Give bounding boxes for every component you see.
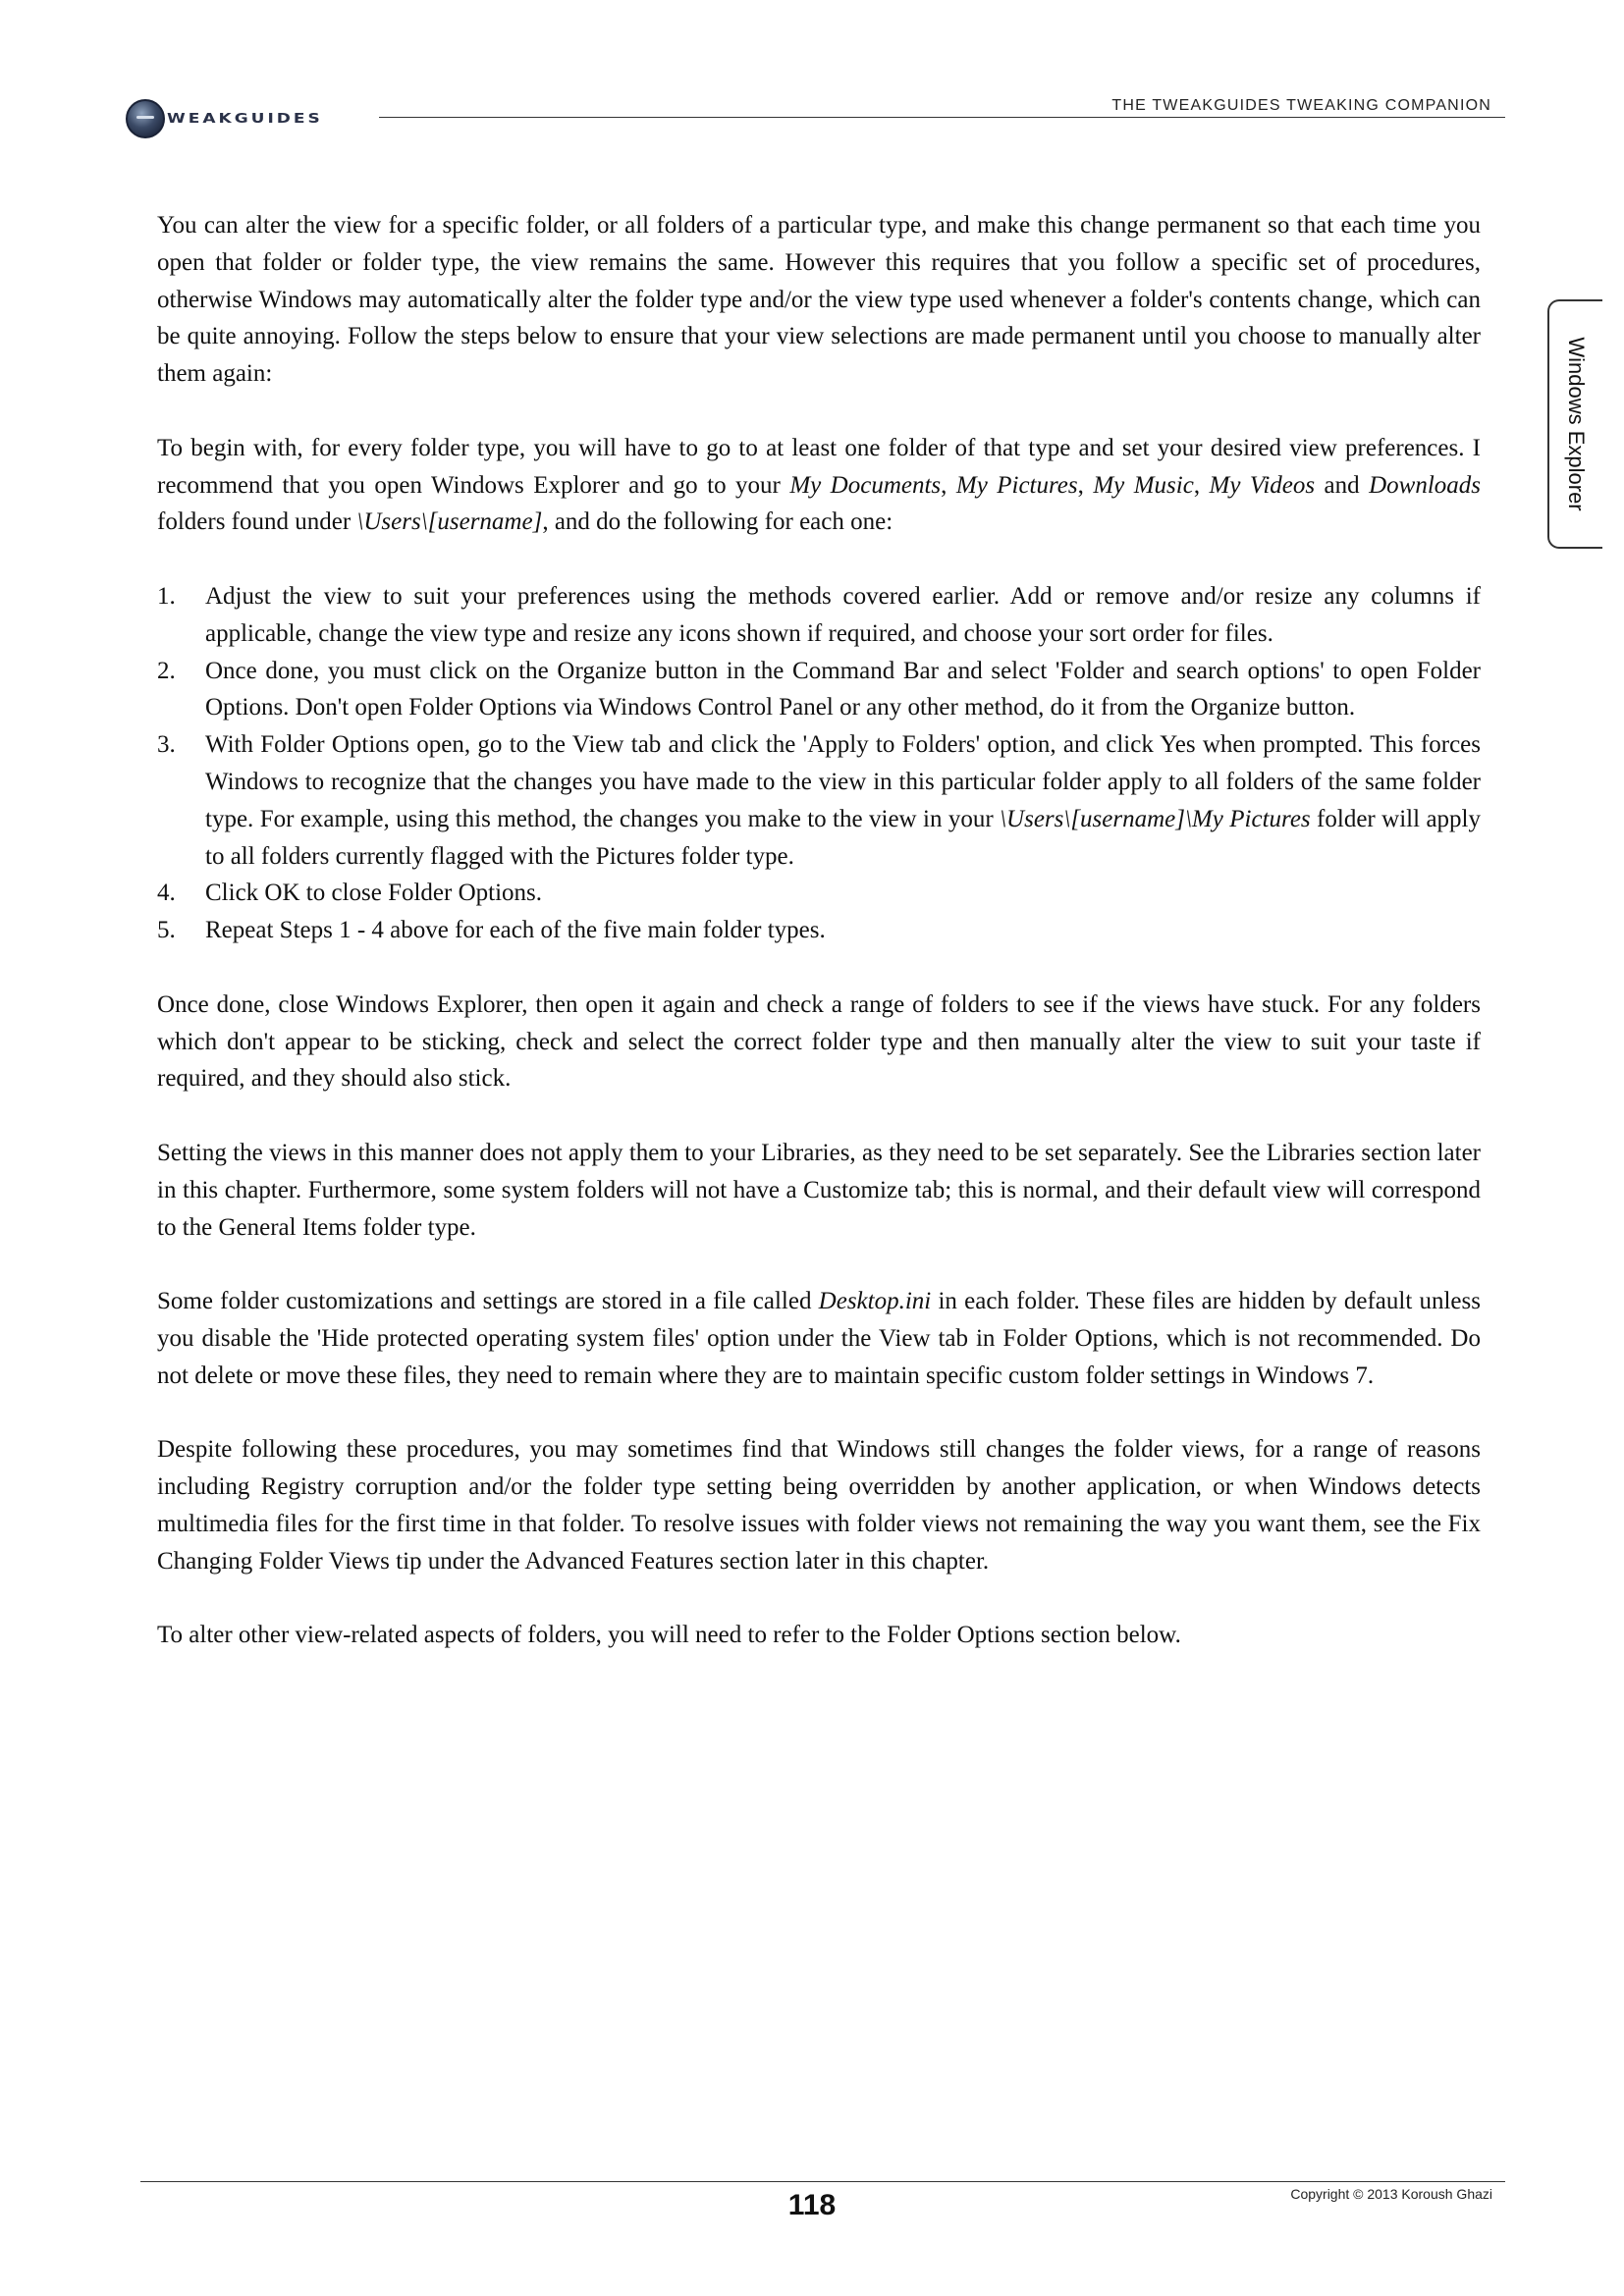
list-item-text: Adjust the view to suit your preferences using the methods covered earlier. Add or remove and/or resize any columns if applicable, change the view type and resize any icons shown if required, and choose your sort order for files. [205,582,1481,647]
footer-divider [140,2181,1505,2182]
chapter-tab-label: Windows Explorer [1564,337,1589,511]
text-run: in each folder. These files are hidden by default unless you disable the 'Hide protected operating system files' option under the View tab in Folder Options, which is not recommended. Do not delete or move these files, they need to remain where they are to maintain specific custom folder settings in Windows 7. [157,1288,1481,1389]
list-item [157,912,1481,949]
list-item-text [205,731,1481,869]
italic-run: My Music [1093,471,1194,499]
paragraph-libraries: Setting the views in this manner does not apply them to your Libraries, as they need to be set separately. See the Libraries section later in this chapter. Furthermore, some system folders will not have a Customize tab; this is normal, and their default view will correspond to the General Items folder type. [157,1139,1481,1241]
list-item-number: 4. [157,880,176,907]
steps-list [157,578,1481,949]
list-item [157,653,1481,727]
list-item [157,726,1481,875]
italic-run: My Videos [1209,471,1316,499]
page-header [126,94,1505,143]
italic-run: My Pictures [955,471,1078,499]
logo-globe-icon [126,99,165,138]
paragraph-desktop-ini [157,1283,1481,1394]
running-header-title: THE TWEAKGUIDES TWEAKING COMPANION [1111,97,1491,114]
list-item-number: 1. [157,582,176,610]
chapter-side-tab [1547,299,1602,549]
paragraph-folder-options-ref: To alter other view-related aspects of folders, you will need to refer to the Folder Options section below. [157,1622,1181,1649]
paragraph-folder-types [157,430,1481,541]
header-divider [379,117,1505,118]
list-item-number: 3. [157,731,176,759]
text-run: With Folder Options open, go to the View tab and click the 'Apply to Folders' option, and click Yes when prompted. This forces Windows to recognize that the changes you have made to the view in this particular folder apply to all folders of the same folder type. For example, using this method, the changes you make to the view in your [205,731,1481,832]
copyright-notice: Copyright © 2013 Koroush Ghazi [1290,2186,1492,2202]
list-item-text: Repeat Steps 1 - 4 above for each of the five main folder types. [205,917,826,944]
list-item [157,578,1481,653]
text-run: Some folder customizations and settings are stored in a file called [157,1288,819,1315]
italic-run: \Users\[username] [356,508,543,536]
text-run: and [1315,471,1370,499]
text-run: , [941,471,956,499]
list-item-number: 5. [157,917,176,944]
text-run: folders found under [157,508,357,536]
text-run: , [1193,471,1210,499]
tweakguides-logo [126,94,323,143]
italic-run: My Documents [789,471,942,499]
text-run: , and do the following for each one: [542,508,893,536]
page-number: 118 [787,2189,837,2221]
list-item-number: 2. [157,657,176,684]
list-item-text: Click OK to close Folder Options. [205,880,543,907]
list-item [157,875,1481,912]
italic-run: Downloads [1369,471,1481,499]
page-body [157,207,1481,1691]
logo-text: WEAKGUIDES [167,111,323,127]
list-item-text: Once done, you must click on the Organize button in the Command Bar and select 'Folder and search options' to open Folder Options. Don't open Folder Options via Windows Control Panel or any other method, do it from the Organize button. [205,657,1481,721]
paragraph-troubleshooting: Despite following these procedures, you may sometimes find that Windows still changes the folder views, for a range of reasons including Registry corruption and/or the folder type setting being overridden by another application, or when Windows detects multimedia files for the first time in that folder. To resolve issues with folder views not remaining the way you want them, see the Fix Changing Folder Views tip under the Advanced Features section later in this chapter. [157,1436,1481,1575]
text-run: , [1077,471,1094,499]
italic-run: Desktop.ini [818,1288,932,1315]
text-run: folder will apply to all folders currently flagged with the Pictures folder type. [205,805,1481,870]
italic-run: \Users\[username]\My Pictures [1000,805,1311,832]
paragraph-intro: You can alter the view for a specific folder, or all folders of a particular type, and make this change permanent so that each time you open that folder or folder type, the view remains the same. However this requires that you follow a specific set of procedures, otherwise Windows may automatically alter the folder type and/or the view type used whenever a folder's contents change, which can be quite annoying. Follow the steps below to ensure that your view selections are made permanent until you choose to manually alter them again: [157,212,1481,388]
paragraph-verify-views: Once done, close Windows Explorer, then open it again and check a range of folders to see if the views have stuck. For any folders which don't appear to be sticking, check and select the correct folder type and then manually alter the view to suit your taste if required, and they should also stick. [157,990,1481,1093]
text-run: To begin with, for every folder type, you will have to go to at least one folder of that type and set your desired view preferences. I recommend that you open Windows Explorer and go to your [157,434,1481,499]
